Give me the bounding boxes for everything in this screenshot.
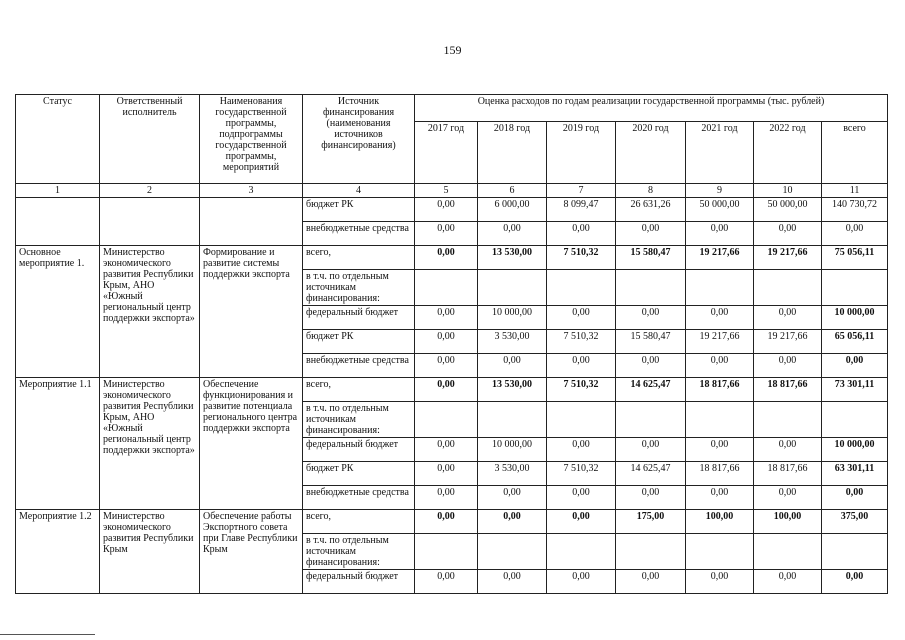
header-status: Статус [16,95,100,184]
column-number: 3 [200,184,303,198]
row-year-value: 0,00 [415,510,478,534]
table-row [16,378,888,402]
column-number: 9 [686,184,754,198]
row-year-value [478,534,547,570]
row-year-value [478,270,547,306]
row-year-value: 0,00 [616,222,686,246]
row-year-value: 100,00 [754,510,822,534]
row-source: внебюджетные средства [303,486,415,510]
row-year-value: 0,00 [478,354,547,378]
row-total-value: 0,00 [822,354,888,378]
header-executor: Ответственный исполнитель [100,95,200,184]
row-year-value: 0,00 [616,486,686,510]
row-year-value: 14 625,47 [616,378,686,402]
row-year-value: 0,00 [415,354,478,378]
row-year-value: 7 510,32 [547,246,616,270]
row-year-value [616,402,686,438]
table-row [16,246,888,270]
row-year-value: 0,00 [616,438,686,462]
row-year-value [616,270,686,306]
row-total-value: 0,00 [822,570,888,594]
row-source: бюджет РК [303,462,415,486]
row-executor [100,198,200,246]
column-number: 11 [822,184,888,198]
column-number: 5 [415,184,478,198]
row-year-value: 0,00 [754,354,822,378]
column-number-row [16,184,888,198]
row-year-value: 0,00 [686,486,754,510]
row-status: Мероприятие 1.1 [16,378,100,510]
row-total-value [822,270,888,306]
header-estimate: Оценка расходов по годам реализации государственной программы (тыс. рублей) [415,95,888,122]
row-total-value: 0,00 [822,222,888,246]
row-name: Формирование и развитие системы поддержки экспорта [200,246,303,378]
row-year-value: 0,00 [415,330,478,354]
row-status [16,198,100,246]
row-year-value: 0,00 [547,510,616,534]
row-executor: Министерство экономического развития Республики Крым [100,510,200,594]
header-year: 2021 год [686,122,754,184]
row-year-value: 0,00 [415,570,478,594]
row-year-value: 0,00 [415,438,478,462]
row-total-value: 10 000,00 [822,306,888,330]
row-year-value: 0,00 [547,306,616,330]
row-year-value [754,270,822,306]
column-number: 7 [547,184,616,198]
row-year-value: 50 000,00 [686,198,754,222]
row-year-value: 8 099,47 [547,198,616,222]
header-source: Источник финансирования (наименования источников финансирования) [303,95,415,184]
table-row [16,198,888,222]
row-year-value: 0,00 [616,306,686,330]
row-source: всего, [303,378,415,402]
row-name: Обеспечение работы Экспортного совета при Главе Республики Крым [200,510,303,594]
row-year-value: 0,00 [686,354,754,378]
row-status: Мероприятие 1.2 [16,510,100,594]
row-year-value: 13 530,00 [478,246,547,270]
row-source: федеральный бюджет [303,438,415,462]
row-executor: Министерство экономического развития Республики Крым, АНО «Южный региональный центр поддержки экспорта» [100,246,200,378]
row-year-value: 0,00 [616,570,686,594]
row-year-value: 0,00 [686,306,754,330]
row-name: Обеспечение функционирования и развитие потенциала регионального центра поддержки экспорта [200,378,303,510]
row-year-value: 18 817,66 [686,378,754,402]
row-year-value: 0,00 [478,570,547,594]
row-total-value: 65 056,11 [822,330,888,354]
row-year-value [478,402,547,438]
row-year-value: 175,00 [616,510,686,534]
row-year-value: 0,00 [415,198,478,222]
header-year: 2020 год [616,122,686,184]
row-source: федеральный бюджет [303,570,415,594]
row-year-value: 0,00 [415,378,478,402]
row-year-value [754,534,822,570]
row-year-value [415,402,478,438]
row-year-value [547,270,616,306]
row-source: в т.ч. по отдельным источникам финансирования: [303,270,415,306]
header-name: Наименования государственной программы, подпрограммы государственной программы, мероприятий [200,95,303,184]
row-year-value: 100,00 [686,510,754,534]
header-year: 2017 год [415,122,478,184]
header-year: 2019 год [547,122,616,184]
header-year: 2018 год [478,122,547,184]
header-year: 2022 год [754,122,822,184]
row-executor: Министерство экономического развития Республики Крым, АНО «Южный региональный центр поддержки экспорта» [100,378,200,510]
row-year-value [754,402,822,438]
header-row [16,95,888,122]
row-year-value: 7 510,32 [547,378,616,402]
row-year-value: 15 580,47 [616,330,686,354]
table-row [16,510,888,534]
row-source: внебюджетные средства [303,222,415,246]
row-year-value: 0,00 [616,354,686,378]
row-year-value: 0,00 [754,486,822,510]
row-year-value: 13 530,00 [478,378,547,402]
row-year-value: 0,00 [754,438,822,462]
row-year-value: 6 000,00 [478,198,547,222]
row-total-value: 0,00 [822,486,888,510]
row-year-value: 3 530,00 [478,330,547,354]
row-year-value: 10 000,00 [478,306,547,330]
row-year-value: 15 580,47 [616,246,686,270]
row-source: в т.ч. по отдельным источникам финансирования: [303,534,415,570]
row-year-value: 19 217,66 [686,330,754,354]
row-total-value [822,534,888,570]
row-year-value: 0,00 [686,222,754,246]
row-year-value: 18 817,66 [754,378,822,402]
row-total-value: 73 301,11 [822,378,888,402]
row-year-value: 0,00 [547,570,616,594]
column-number: 4 [303,184,415,198]
row-year-value [415,270,478,306]
row-year-value: 0,00 [415,222,478,246]
row-year-value: 0,00 [478,486,547,510]
column-number: 10 [754,184,822,198]
header-total: всего [822,122,888,184]
column-number: 6 [478,184,547,198]
row-year-value [415,534,478,570]
row-year-value: 18 817,66 [754,462,822,486]
row-year-value: 0,00 [754,306,822,330]
row-year-value [616,534,686,570]
row-year-value: 14 625,47 [616,462,686,486]
column-number: 1 [16,184,100,198]
row-year-value: 0,00 [547,354,616,378]
row-status: Основное мероприятие 1. [16,246,100,378]
row-year-value: 10 000,00 [478,438,547,462]
row-year-value: 3 530,00 [478,462,547,486]
row-year-value: 19 217,66 [754,246,822,270]
row-source: всего, [303,510,415,534]
row-year-value: 0,00 [754,222,822,246]
row-year-value [547,534,616,570]
row-year-value: 18 817,66 [686,462,754,486]
row-year-value: 0,00 [686,438,754,462]
row-year-value: 0,00 [547,222,616,246]
row-total-value: 10 000,00 [822,438,888,462]
row-year-value [686,402,754,438]
row-source: внебюджетные средства [303,354,415,378]
row-source: всего, [303,246,415,270]
column-number: 2 [100,184,200,198]
page-number: 159 [443,43,462,57]
row-year-value [686,270,754,306]
column-number: 8 [616,184,686,198]
row-name [200,198,303,246]
row-source: в т.ч. по отдельным источникам финансирования: [303,402,415,438]
row-total-value [822,402,888,438]
row-year-value: 19 217,66 [754,330,822,354]
row-total-value: 375,00 [822,510,888,534]
row-year-value: 0,00 [415,246,478,270]
row-year-value [686,534,754,570]
row-total-value: 140 730,72 [822,198,888,222]
row-year-value: 26 631,26 [616,198,686,222]
row-year-value: 0,00 [415,486,478,510]
row-source: федеральный бюджет [303,306,415,330]
row-year-value: 50 000,00 [754,198,822,222]
row-year-value: 0,00 [754,570,822,594]
row-year-value: 0,00 [415,462,478,486]
row-year-value: 19 217,66 [686,246,754,270]
row-year-value: 7 510,32 [547,330,616,354]
row-year-value: 0,00 [478,222,547,246]
row-year-value: 7 510,32 [547,462,616,486]
budget-table [15,94,888,594]
row-year-value: 0,00 [415,306,478,330]
row-year-value [547,402,616,438]
footnote-divider [0,634,95,635]
row-year-value: 0,00 [547,486,616,510]
row-year-value: 0,00 [547,438,616,462]
row-total-value: 63 301,11 [822,462,888,486]
row-total-value: 75 056,11 [822,246,888,270]
row-source: бюджет РК [303,198,415,222]
row-source: бюджет РК [303,330,415,354]
row-year-value: 0,00 [686,570,754,594]
row-year-value: 0,00 [478,510,547,534]
